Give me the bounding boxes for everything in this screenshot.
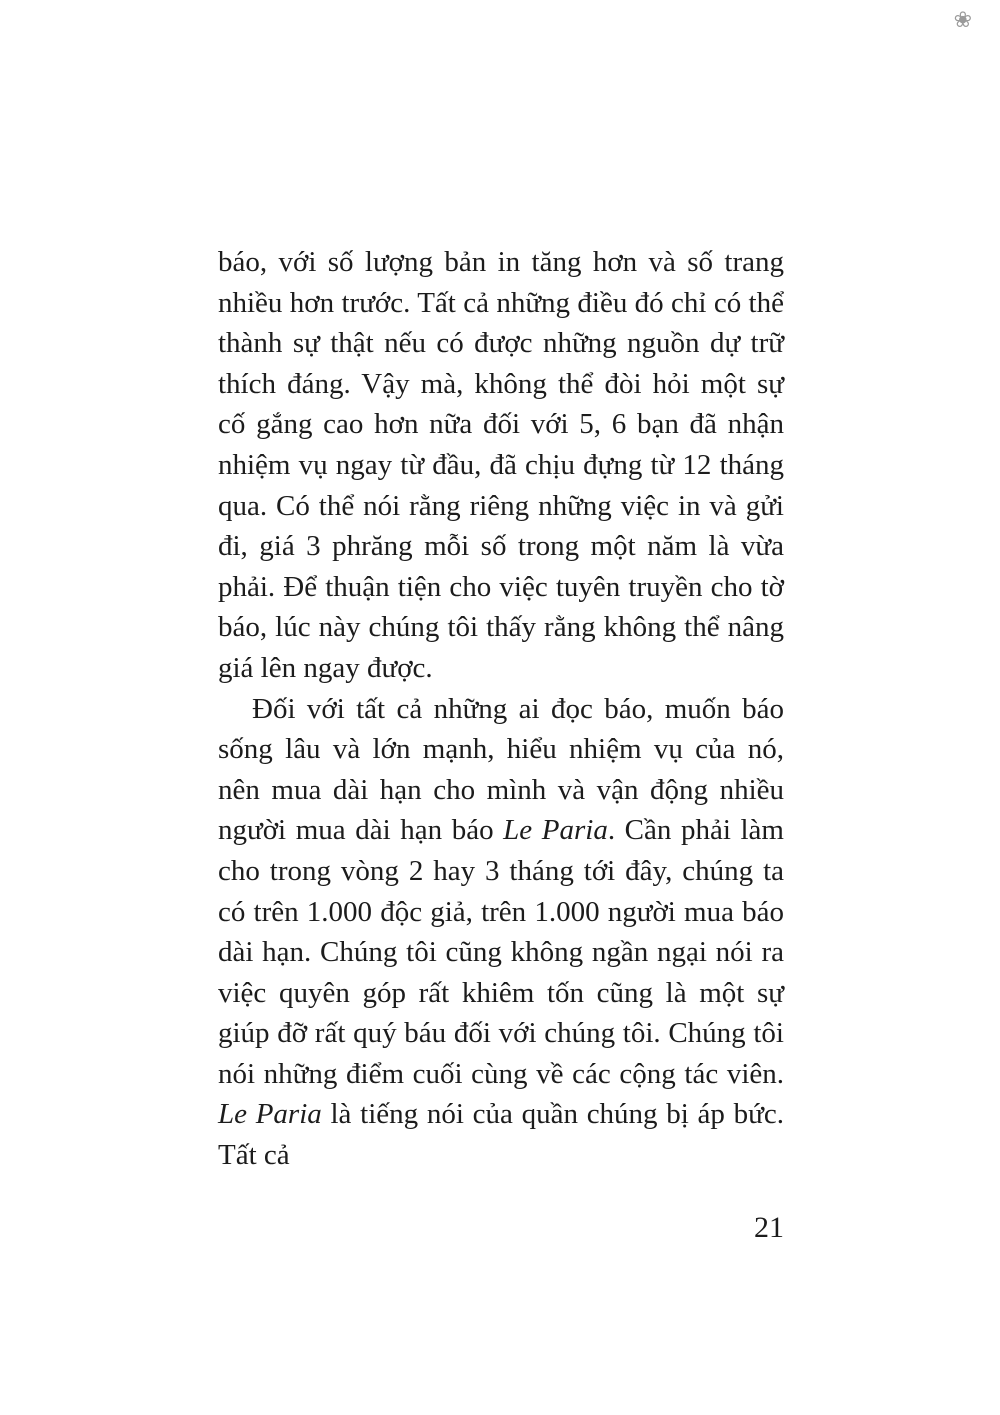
text-segment: báo, với số lượng bản in tăng hơn và số trang nhiều hơn trước. Tất cả những điều đó chỉ có thể thành sự thật nếu có được những nguồn dự trữ thích đáng. Vậy mà, không thể đòi hỏi một sự cố gắng cao hơn nữa đối với 5, 6 bạn đã nhận nhiệm vụ ngay từ đầu, đã chịu đựng từ 12 tháng qua. Có thể nói rằng riêng những việc in và gửi đi, giá 3 phrăng mỗi số trong một năm là vừa phải. Để thuận tiện cho việc tuyên truyền cho tờ báo, lúc này chúng tôi thấy rằng không thể nâng giá lên ngay được. [218, 246, 784, 684]
text-segment: là tiếng nói của quần chúng bị áp bức. Tất cả [218, 1098, 784, 1172]
text-block [218, 242, 784, 1176]
italic-text-segment: Le Paria [218, 1098, 322, 1131]
flower-icon: ❀ [953, 8, 972, 33]
text-segment: . Cần phải làm cho trong vòng 2 hay 3 tháng tới đây, chúng ta có trên 1.000 độc giả, trên 1.000 người mua báo dài hạn. Chúng tôi cũng không ngần ngại nói ra việc quyên góp rất khiêm tốn cũng là một sự giúp đỡ rất quý báu đối với chúng tôi. Chúng tôi nói những điểm cuối cùng về các cộng tác viên. [218, 814, 784, 1090]
paragraph [218, 689, 784, 1176]
paragraph [218, 242, 784, 689]
page-number: 21 [754, 1211, 784, 1244]
italic-text-segment: Le Paria [503, 814, 608, 847]
text-segment: Đối với tất cả những ai đọc báo, muốn báo sống lâu và lớn mạnh, hiểu nhiệm vụ của nó, nên mua dài hạn cho mình và vận động nhiều người mua dài hạn báo [218, 692, 784, 847]
